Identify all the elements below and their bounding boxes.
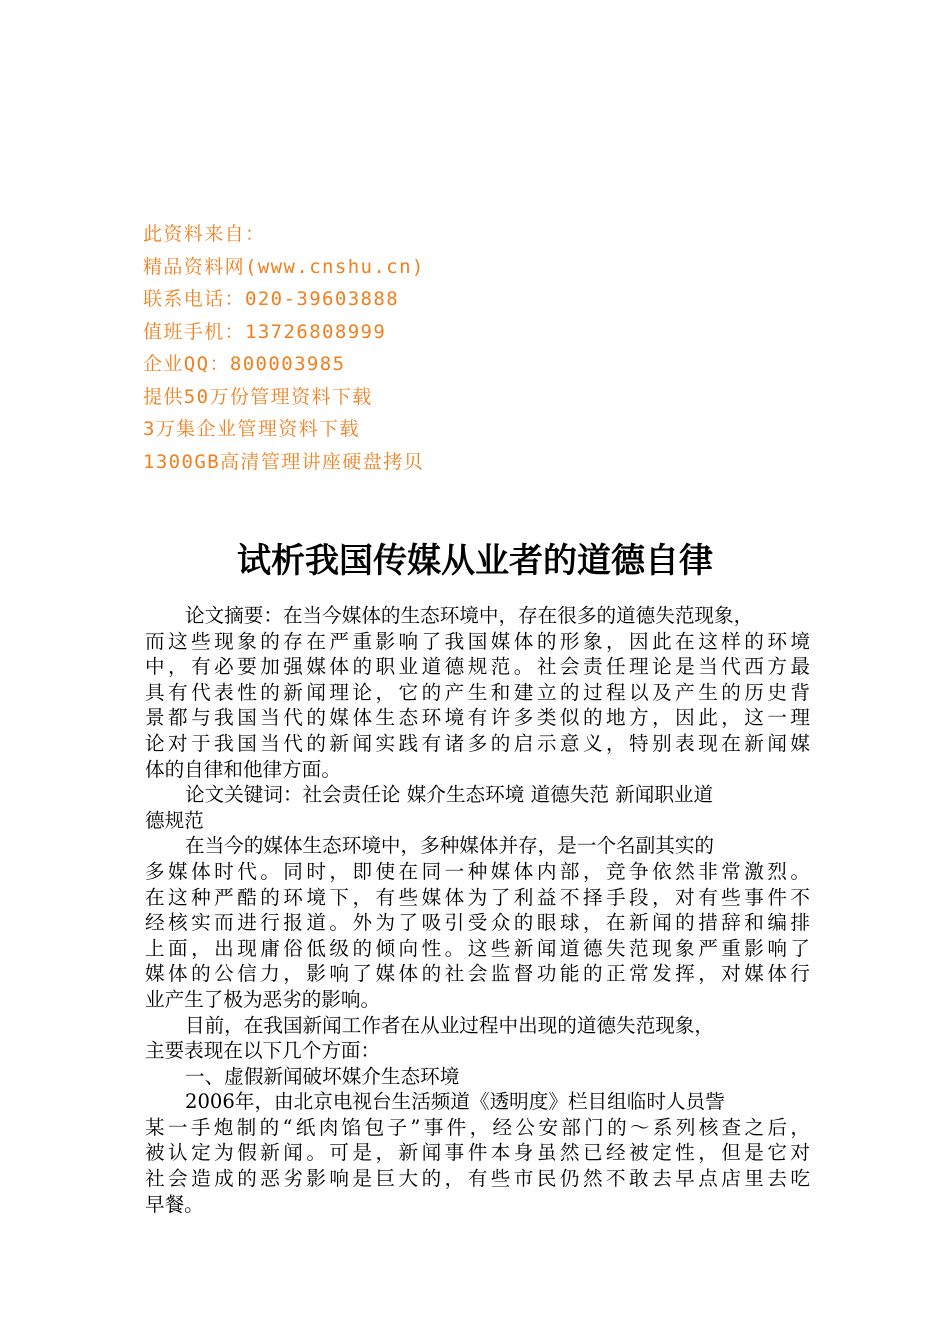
paragraph-line: 经核实而进行报道。外为了吸引受众的眼球，在新闻的措辞和编排 bbox=[145, 911, 810, 935]
section-heading: 一、虚假新闻破坏媒介生态环境 bbox=[185, 1064, 460, 1088]
paragraph-line: 2006年，由北京电视台生活频道《透明度》栏目组临时人员訾 bbox=[185, 1090, 725, 1114]
document-body bbox=[145, 603, 810, 1217]
paragraph-line: 多媒体时代。同时，即使在同一种媒体内部，竞争依然非常激烈。 bbox=[145, 859, 810, 883]
abstract-line: 具有代表性的新闻理论，它的产生和建立的过程以及产生的历史背 bbox=[145, 680, 810, 704]
document-title: 试析我国传媒从业者的道德自律 bbox=[237, 541, 713, 581]
source-info-block bbox=[143, 218, 743, 478]
source-line: 联系电话：020-39603888 bbox=[143, 288, 400, 310]
source-line: 企业QQ：800003985 bbox=[143, 353, 346, 375]
paragraph-line: 上面，出现庸俗低级的倾向性。这些新闻道德失范现象严重影响了 bbox=[145, 936, 810, 960]
paragraph-line: 在这种严酷的环境下，有些媒体为了利益不择手段，对有些事件不 bbox=[145, 885, 810, 909]
keywords-line: 论文关键词：社会责任论 媒介生态环境 道德失范 新闻职业道 bbox=[185, 783, 714, 807]
keywords-line: 德规范 bbox=[145, 808, 204, 832]
paragraph-line: 主要表现在以下几个方面： bbox=[145, 1039, 381, 1063]
abstract-line: 论文摘要：在当今媒体的生态环境中，存在很多的道德失范现象， bbox=[185, 604, 754, 627]
source-line: 此资料来自： bbox=[143, 223, 266, 245]
paragraph-line: 某一手炮制的“纸肉馅包子”事件，经公安部门的～系列核查之后， bbox=[145, 1115, 810, 1139]
source-line: 3万集企业管理资料下载 bbox=[143, 418, 360, 440]
abstract-line: 体的自律和他律方面。 bbox=[145, 757, 341, 781]
paragraph-line: 业产生了极为恶劣的影响。 bbox=[145, 987, 381, 1011]
paragraph-line: 在当今的媒体生态环境中，多种媒体并存，是一个名副其实的 bbox=[185, 834, 715, 858]
abstract-line: 中，有必要加强媒体的职业道德规范。社会责任理论是当代西方最 bbox=[145, 655, 810, 679]
paragraph-line: 被认定为假新闻。可是，新闻事件本身虽然已经被定性，但是它对 bbox=[145, 1141, 810, 1165]
paragraph-line: 早餐。 bbox=[145, 1192, 204, 1216]
abstract-line: 景都与我国当代的媒体生态环境有许多类似的地方，因此，这一理 bbox=[145, 706, 810, 730]
abstract-line: 而这些现象的存在严重影响了我国媒体的形象，因此在这样的环境 bbox=[145, 629, 810, 653]
source-line: 精品资料网(www.cnshu.cn) bbox=[143, 255, 425, 278]
source-line: 提供50万份管理资料下载 bbox=[143, 385, 373, 408]
paragraph-line: 社会造成的恶劣影响是巨大的，有些市民仍然不敢去早点店里去吃 bbox=[145, 1167, 810, 1191]
source-line: 1300GB高清管理讲座硬盘拷贝 bbox=[143, 450, 425, 473]
source-line: 值班手机：13726808999 bbox=[143, 320, 387, 343]
paragraph-line: 媒体的公信力，影响了媒体的社会监督功能的正常发挥，对媒体行 bbox=[145, 962, 810, 986]
paragraph-line: 目前，在我国新闻工作者在从业过程中出现的道德失范现象， bbox=[185, 1013, 715, 1037]
abstract-line: 论对于我国当代的新闻实践有诸多的启示意义，特别表现在新闻媒 bbox=[145, 731, 810, 755]
